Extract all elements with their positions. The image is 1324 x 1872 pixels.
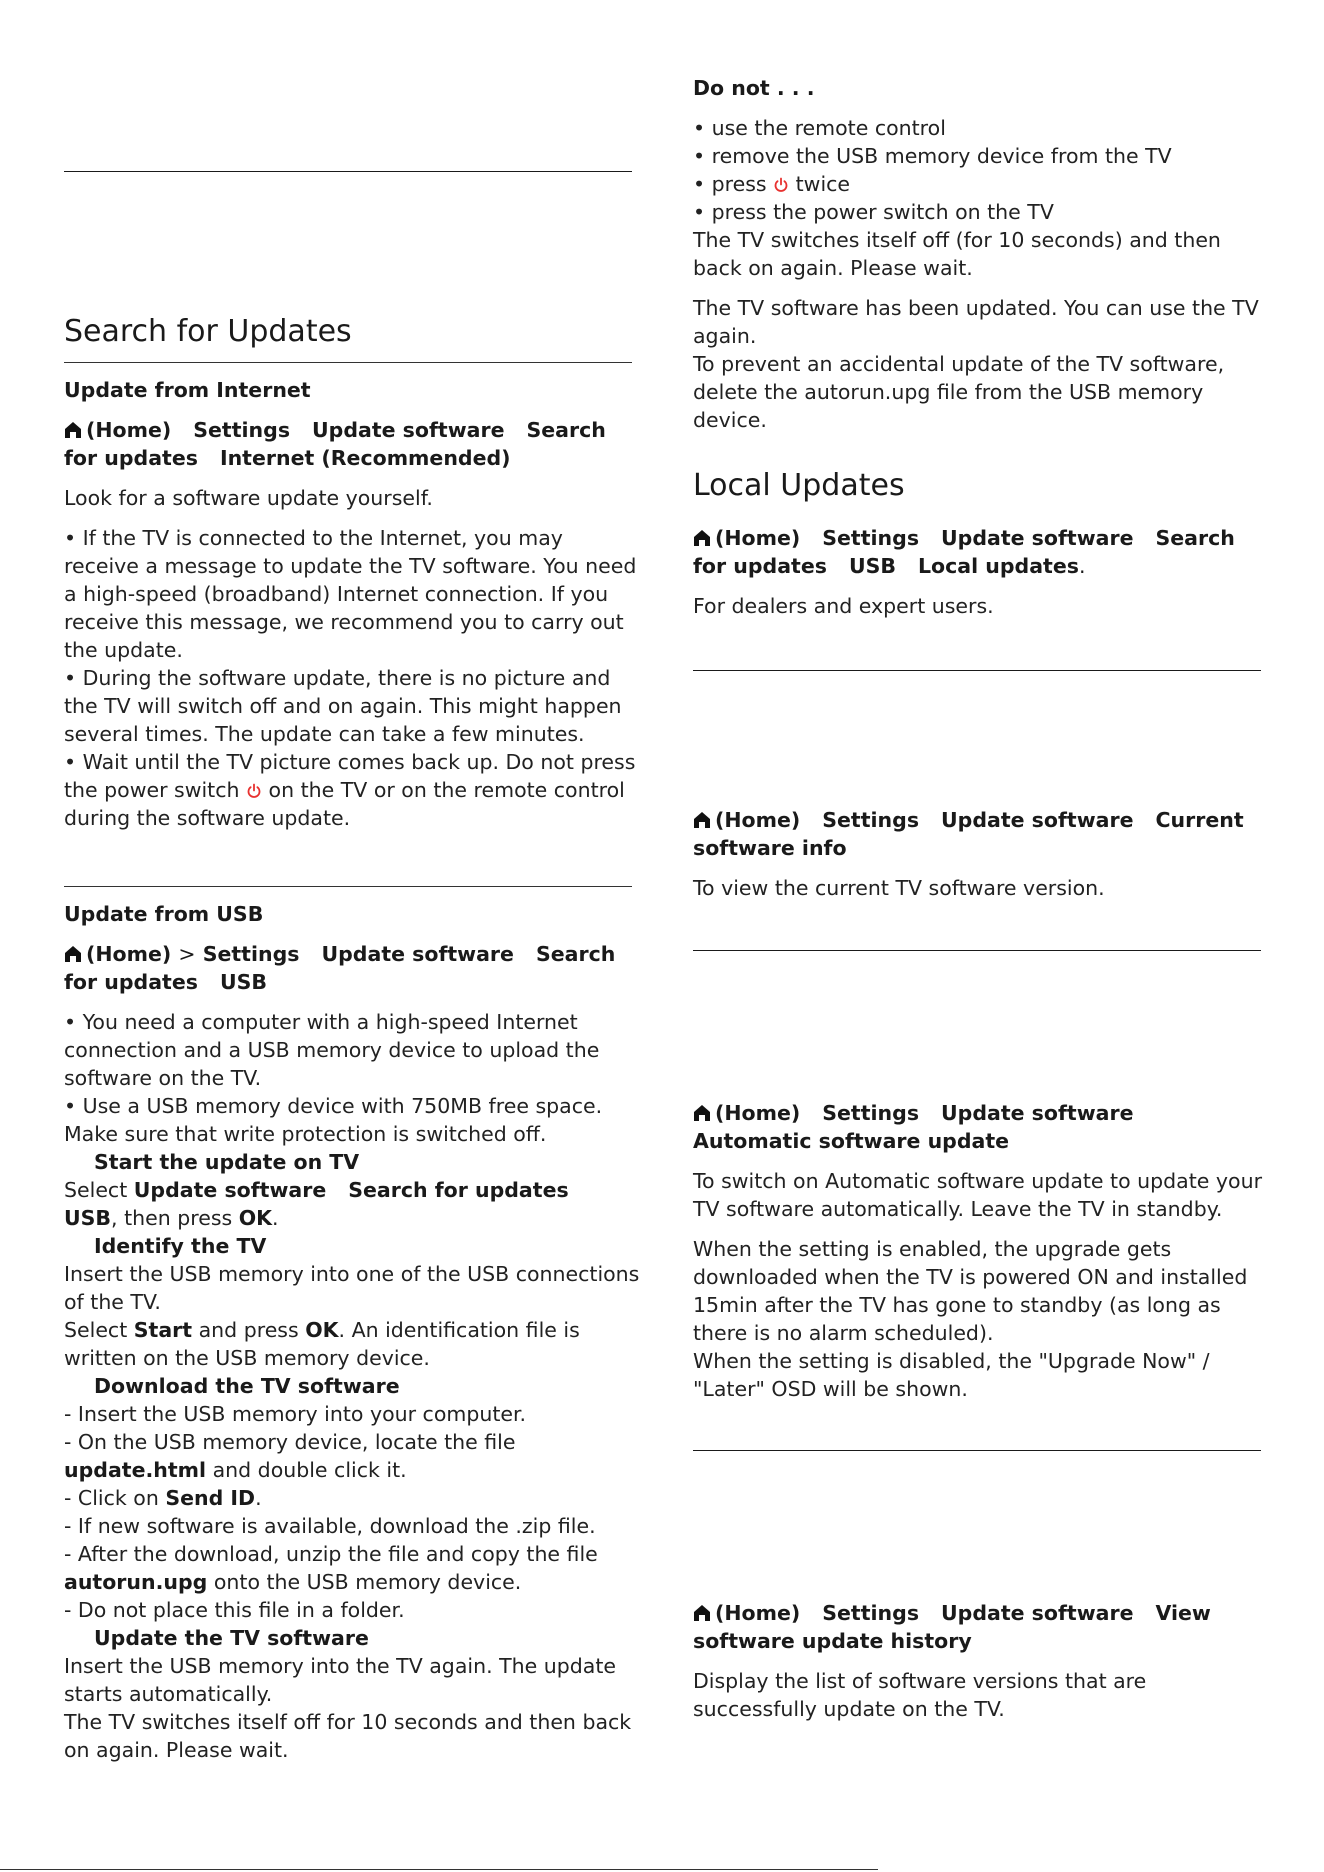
do-not-line-4: • press the power switch on the TV: [693, 200, 1054, 224]
step-identify-text-2: Select Start and press OK. An identification file is written on the USB memory device.: [64, 1318, 580, 1370]
section-title-search-updates: Search for Updates: [64, 314, 352, 349]
home-icon: [693, 1104, 711, 1122]
local-updates-section: [693, 524, 1273, 620]
download-line-3: - Click on Send ID.: [64, 1486, 262, 1510]
bullet-usb-1: • You need a computer with a high-speed Internet connection and a USB memory device to upload the software on the TV.: [64, 1010, 600, 1090]
home-icon: [693, 1604, 711, 1622]
local-updates-text: For dealers and expert users.: [693, 594, 994, 618]
divider-history: [693, 1450, 1261, 1451]
nav-path-internet: (Home) Settings Update software Search for updates Internet (Recommended): [64, 418, 606, 470]
power-icon: [246, 783, 262, 799]
home-icon: [64, 945, 82, 963]
nav-path-usb: (Home) > Settings Update software Search for updates USB: [64, 942, 616, 994]
divider-current-info: [693, 670, 1261, 671]
nav-path-local: (Home) Settings Update software Search for updates USB Local updates.: [693, 526, 1235, 578]
do-not-section: [693, 74, 1273, 434]
updated-text: The TV software has been updated. You can use the TV again.: [693, 296, 1259, 348]
download-line-5: - After the download, unzip the file and copy the file autorun.upg onto the USB memory device.: [64, 1542, 598, 1594]
subtitle-update-usb: Update from USB: [64, 902, 264, 926]
step-download-software: Download the TV software: [94, 1374, 400, 1398]
step-start-text: Select Update software Search for updatesUSB, then press OK.: [64, 1178, 569, 1230]
history-section: [693, 1599, 1273, 1723]
auto-update-text-1: To switch on Automatic software update to update your TV software automatically. Leave the TV in standby.: [693, 1169, 1262, 1221]
power-icon: [773, 177, 789, 193]
intro-text: Look for a software update yourself.: [64, 486, 433, 510]
do-not-line-1: • use the remote control: [693, 116, 946, 140]
footer-divider: [0, 1869, 878, 1870]
step-update-software: Update the TV software: [94, 1626, 369, 1650]
current-info-text: To view the current TV software version.: [693, 876, 1105, 900]
do-not-line-5: The TV switches itself off (for 10 seconds) and then back on again. Please wait.: [693, 228, 1221, 280]
divider-auto-update: [693, 950, 1261, 951]
auto-update-text-3: When the setting is disabled, the "Upgrade Now" / "Later" OSD will be shown.: [693, 1349, 1210, 1401]
do-not-line-3: • press twice: [693, 172, 851, 196]
auto-update-section: [693, 1099, 1273, 1403]
subtitle-update-internet: Update from Internet: [64, 378, 311, 402]
section-title-local-updates: Local Updates: [693, 468, 905, 503]
divider-usb: [64, 886, 632, 887]
do-not-title: Do not . . .: [693, 76, 815, 100]
bullet-internet-2: • During the software update, there is no picture and the TV will switch off and on again. This might happen several times. The update can take a few minutes.: [64, 666, 622, 746]
divider-top-left: [64, 171, 632, 172]
update-internet-section: [64, 376, 644, 832]
update-line-1: Insert the USB memory into the TV again. The update starts automatically.: [64, 1654, 616, 1706]
download-line-6: - Do not place this file in a folder.: [64, 1598, 405, 1622]
download-line-1: - Insert the USB memory into your computer.: [64, 1402, 527, 1426]
bullet-internet-1: • If the TV is connected to the Internet, you may receive a message to update the TV software. You need a high-speed (broadband) Internet connection. If you receive this message, we recommend you to carry out the update.: [64, 526, 637, 662]
title-underline-search-updates: [64, 362, 632, 363]
prevent-text: To prevent an accidental update of the TV software, delete the autorun.upg file from the USB memory device.: [693, 352, 1225, 432]
download-line-4: - If new software is available, download the .zip file.: [64, 1514, 596, 1538]
bullet-usb-2: • Use a USB memory device with 750MB free space. Make sure that write protection is switched off.: [64, 1094, 603, 1146]
download-line-2: - On the USB memory device, locate the file update.html and double click it.: [64, 1430, 516, 1482]
home-icon: [64, 421, 82, 439]
nav-path-current-info: (Home) Settings Update software Current software info: [693, 808, 1244, 860]
home-icon: [693, 529, 711, 547]
home-icon: [693, 811, 711, 829]
update-line-2: The TV switches itself off for 10 seconds and then back on again. Please wait.: [64, 1710, 632, 1762]
step-start-update: Start the update on TV: [94, 1150, 360, 1174]
nav-path-auto-update: (Home) Settings Update softwareAutomatic software update: [693, 1101, 1134, 1153]
current-info-section: [693, 806, 1273, 902]
update-usb-section: [64, 900, 644, 1764]
history-text: Display the list of software versions that are successfully update on the TV.: [693, 1669, 1147, 1721]
auto-update-text-2: When the setting is enabled, the upgrade gets downloaded when the TV is powered ON and installed 15min after the TV has gone to standby (as long as there is no alarm scheduled).: [693, 1237, 1248, 1345]
step-identify-tv: Identify the TV: [94, 1234, 267, 1258]
nav-path-history: (Home) Settings Update software View software update history: [693, 1601, 1211, 1653]
do-not-line-2: • remove the USB memory device from the TV: [693, 144, 1172, 168]
bullet-internet-3: • Wait until the TV picture comes back up. Do not press the power switch on the TV or on the remote control during the software update.: [64, 750, 636, 830]
step-identify-text-1: Insert the USB memory into one of the USB connections of the TV.: [64, 1262, 640, 1314]
